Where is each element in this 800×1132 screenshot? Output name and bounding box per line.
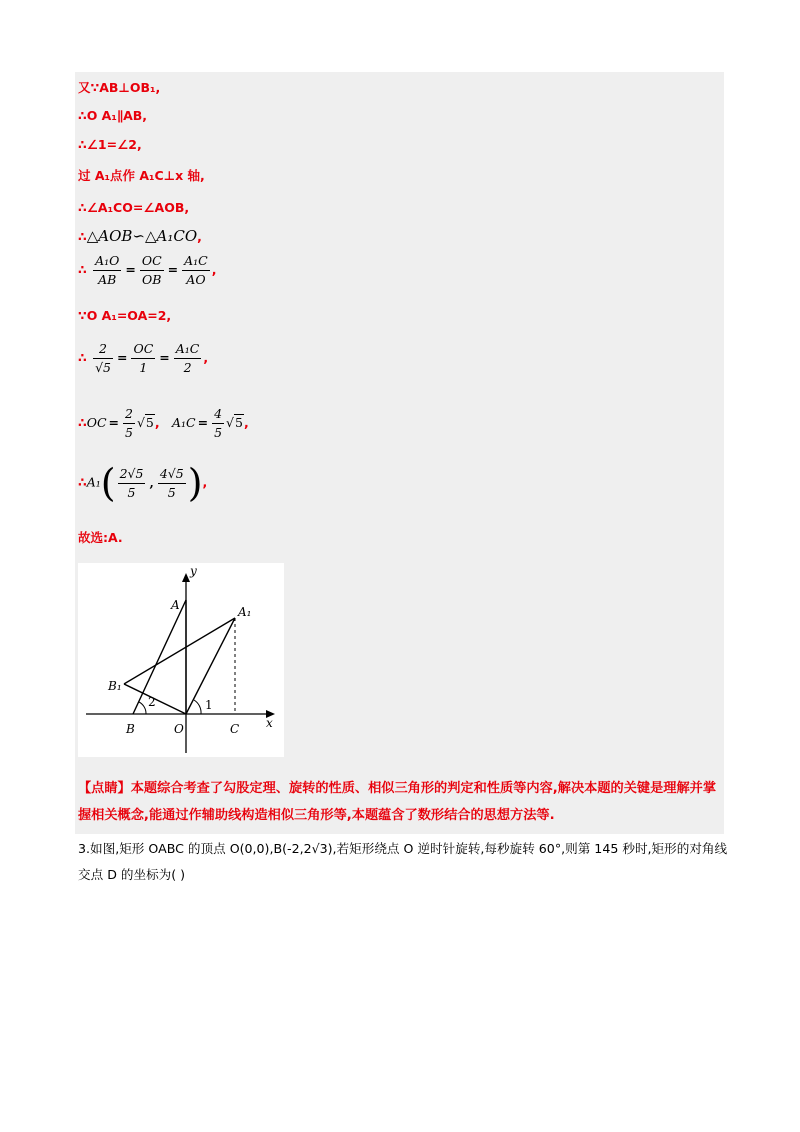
y-axis-arrow-icon	[182, 573, 190, 582]
coord-x: $\frac{2√5}{5}$	[119, 465, 144, 500]
line-coordinates: ∴A₁( $\frac{2√5}{5}$ , $\frac{4√5}{5}$ ),	[78, 461, 208, 505]
label-b1: B₁	[108, 679, 122, 693]
frac-2-5: $\frac{2}{5}$	[125, 406, 133, 440]
ratio-1: $\frac{\text{A₁O}}{AB}$	[95, 253, 120, 287]
label-b: B	[126, 722, 135, 736]
line-substitute: ∴ $\frac{2}{√5}$ = $\frac{OC}{1}$ = $\frac{\text{A₁C}}{2}$ ,	[78, 341, 209, 375]
label-c: C	[230, 722, 240, 736]
label-a: A	[171, 598, 180, 612]
frac-2-sqrt5: $\frac{2}{√5}$	[95, 341, 111, 375]
angle-1-arc	[194, 700, 201, 714]
label-y: y	[190, 564, 197, 578]
geometry-diagram	[78, 563, 284, 757]
line-ratio: ∴ $\frac{\text{A₁O}}{AB}$ = $\frac{OC}{OB}$ = $\frac{\text{A₁C}}{AO}$ ,	[78, 253, 217, 287]
frac-oc-1: $\frac{OC}{1}$	[133, 341, 154, 375]
question-3: 3.如图,矩形 OABC 的顶点 O(0,0),B(-2,2√3),若矩形绕点 O 逆时针旋转,每秒旋转 60°,则第 145 秒时,矩形的对角线交点 D 的坐标为( )	[78, 841, 728, 882]
line-lengths-equal: ∵O A₁=OA=2,	[78, 308, 172, 323]
line-solve: ∴OC = $\frac{2}{5}$ √5, A₁C = $\frac{4}{5}$ √5,	[78, 406, 249, 440]
coord-y: $\frac{4√5}{5}$	[159, 465, 184, 500]
geometry-figure	[78, 563, 284, 757]
answer-line: 故选:A.	[78, 530, 123, 545]
frac-a1c-2: $\frac{\text{A₁C}}{2}$	[175, 341, 200, 375]
ratio-2: $\frac{OC}{OB}$	[141, 253, 162, 287]
line-similar: ∴△AOB∽△A₁CO,	[78, 227, 202, 245]
label-angle-1: 1	[205, 698, 213, 712]
label-a1: A₁	[238, 605, 252, 619]
line-parallel: ∴O A₁∥AB,	[78, 108, 148, 123]
point-a1-label: A₁	[86, 474, 101, 490]
label-x: x	[266, 716, 273, 730]
similar-expr: △AOB∽△A₁CO	[86, 227, 198, 245]
line-construct: 过 A₁点作 A₁C⊥x 轴,	[78, 168, 205, 183]
label-o: O	[174, 722, 184, 736]
key-point-comment: 【点睛】本题综合考查了勾股定理、旋转的性质、相似三角形的判定和性质等内容,解决本题的关键是理解并掌握相关概念,能通过作辅助线构造相似三角形等,本题蕴含了数形结合的思想方法等.	[78, 781, 717, 823]
ratio-3: $\frac{\text{A₁C}}{AO}$	[184, 253, 208, 287]
segment-ab	[133, 600, 186, 714]
label-angle-2: 2	[148, 695, 156, 709]
frac-4-5: $\frac{4}{5}$	[214, 406, 223, 440]
angle-2-arc	[139, 702, 146, 714]
line-angles-equal: ∴∠1=∠2,	[78, 137, 142, 152]
line-angle-equal-2: ∴∠A₁CO=∠AOB,	[78, 200, 190, 215]
line-perpendicular: 又∵AB⊥OB₁,	[78, 80, 161, 95]
